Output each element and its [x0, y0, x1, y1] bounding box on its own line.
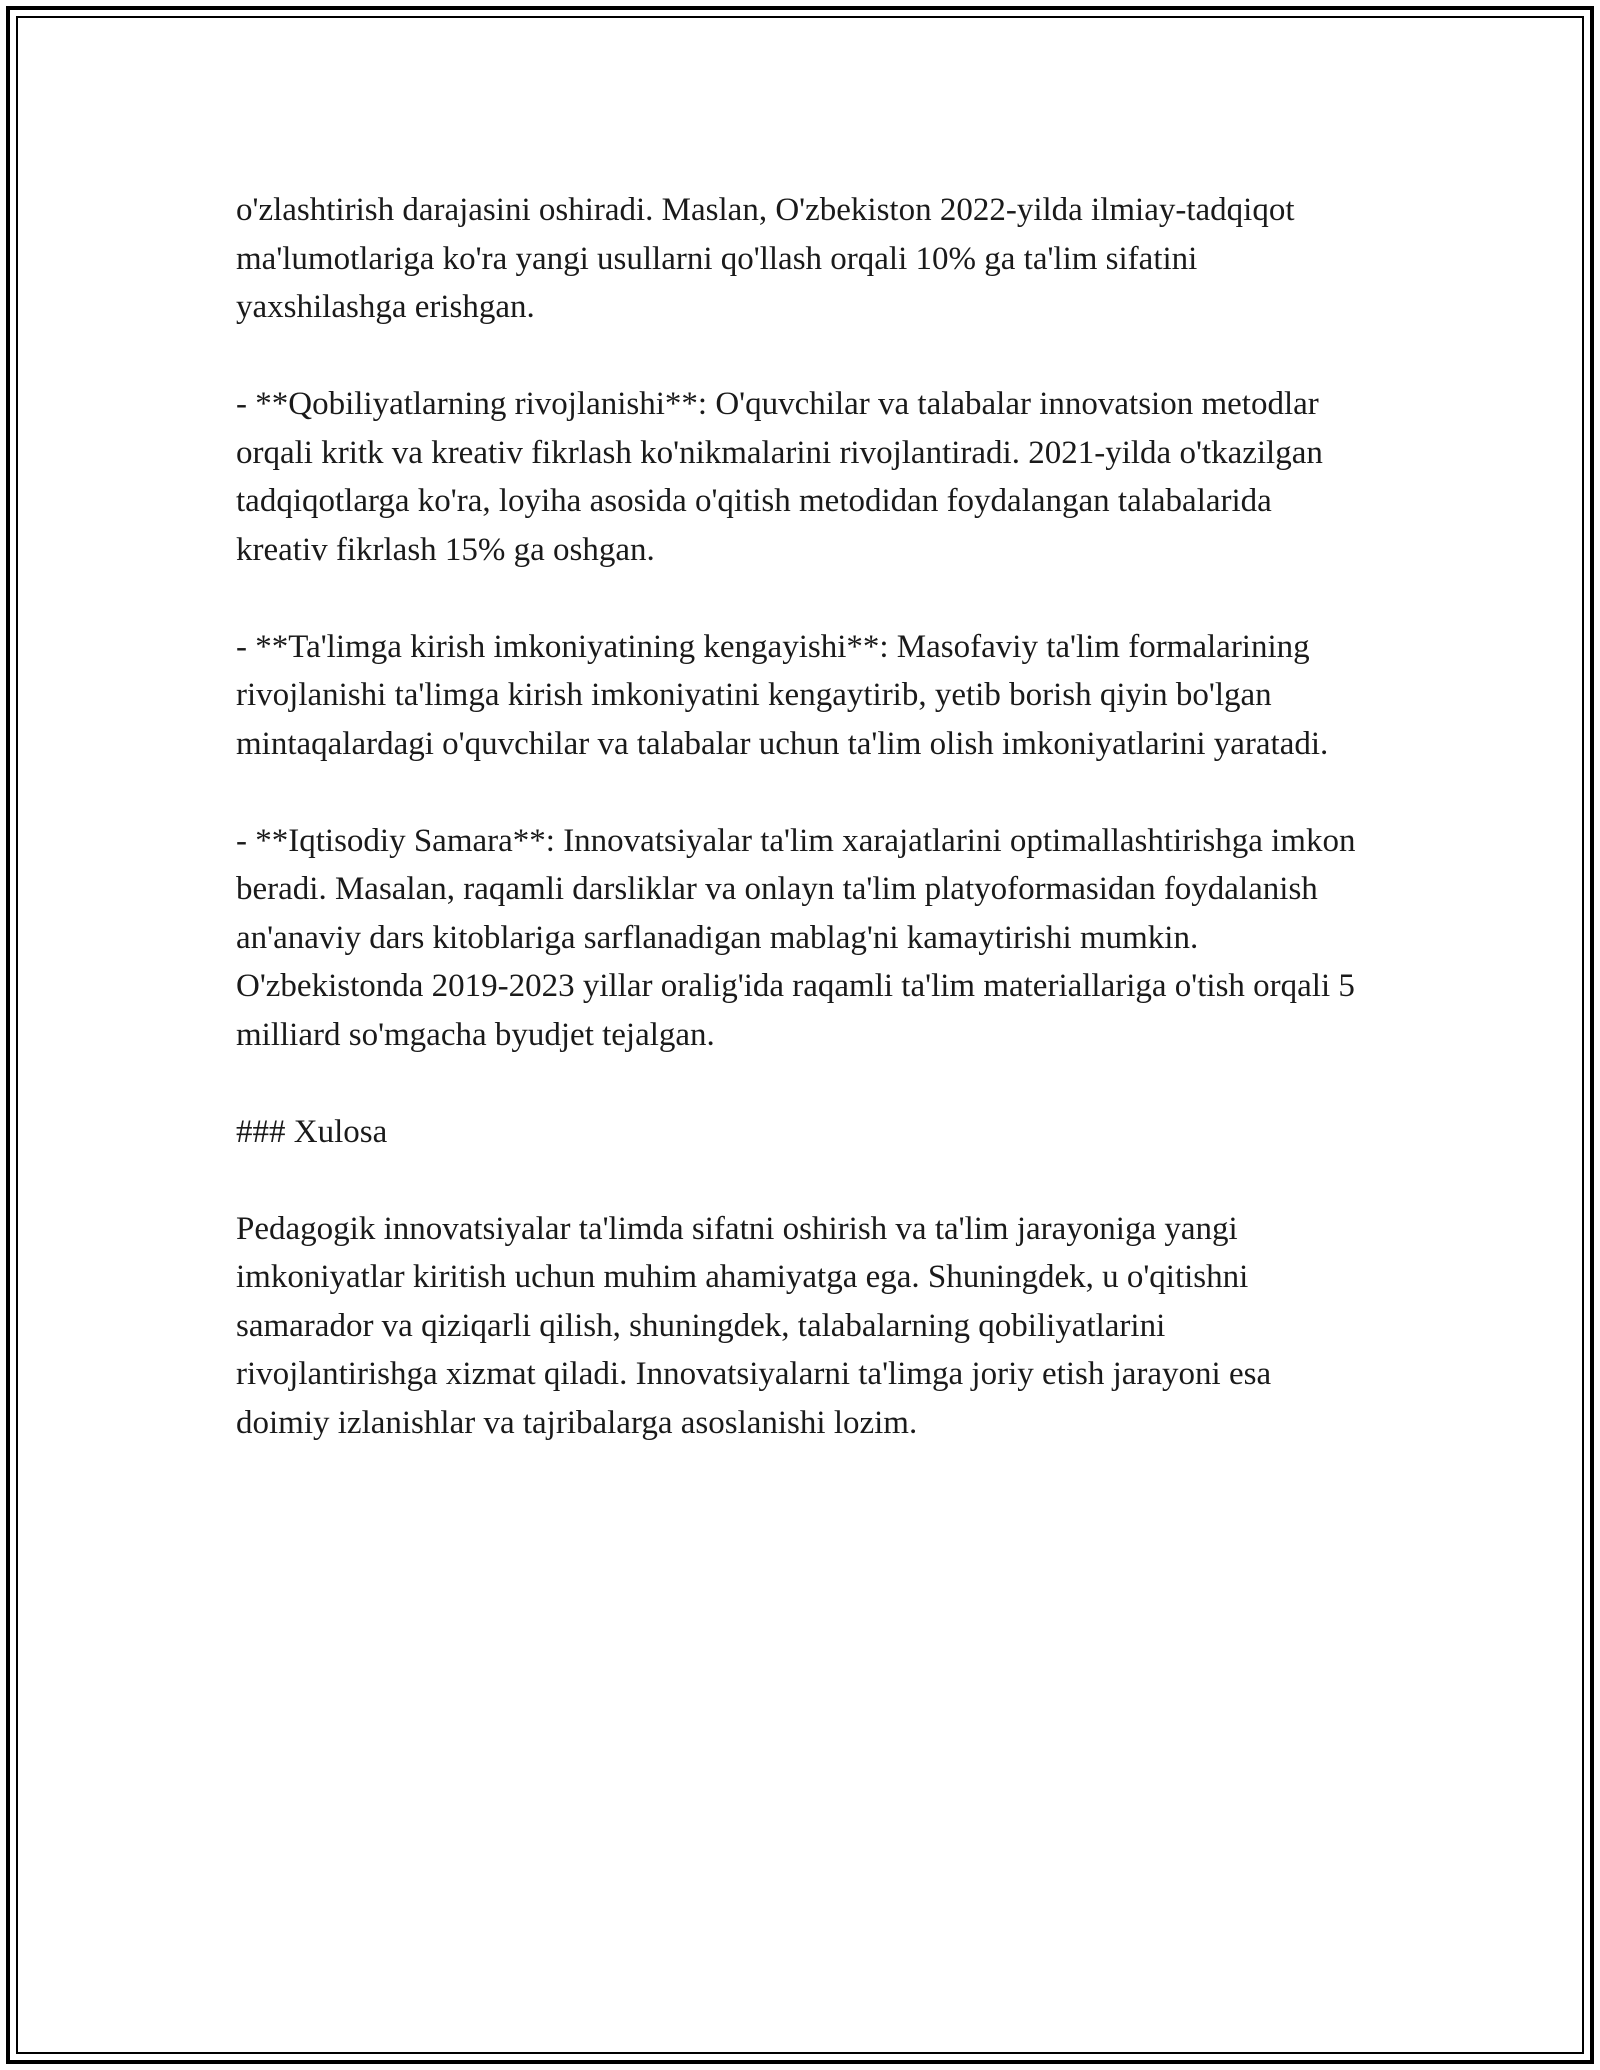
paragraph-conclusion: Pedagogik innovatsiyalar ta'limda sifatni oshirish va ta'lim jarayoniga yangi imkoniyatlar kiritish uchun muhim ahamiyatga ega. Shuningdek, u o'qitishni samarador va qiziqarli qilish, shuningdek, talabalarning qobiliyatlarini rivojlantirishga xizmat qiladi. Innovatsiyalarni ta'limga joriy etish jarayoni esa doimiy izlanishlar va tajribalarga asoslanishi lozim.	[236, 1210, 1272, 1441]
paragraph-economic: - **Iqtisodiy Samara**: Innovatsiyalar ta'lim xarajatlarini optimallashtirishga imkon beradi. Masalan, raqamli darsliklar va onlayn ta'lim platyoformasidan foydalanish an'anaviy dars kitoblariga sarflanadigan mablag'ni kamaytirishi mumkin. O'zbekistonda 2019-2023 yillar oralig'ida raqamli ta'lim materiallariga o'tish orqali 5 milliard so'mgacha byudjet tejalgan.	[236, 822, 1356, 1053]
paragraph-intro-continuation: o'zlashtirish darajasini oshiradi. Maslan, O'zbekiston 2022-yilda ilmiay-tadqiqot ma'lumotlariga ko'ra yangi usullarni qo'llash orqali 10% ga ta'lim sifatini yaxshilashga erishgan.	[236, 192, 1295, 325]
section-heading-conclusion: ### Xulosa	[236, 1113, 388, 1150]
paragraph-access: - **Ta'limga kirish imkoniyatining kengayishi**: Masofaviy ta'lim formalarining rivojlanishi ta'limga kirish imkoniyatini kengaytirib, yetib borish qiyin bo'lgan mintaqalardagi o'quvchilar va talabalar uchun ta'lim olish imkoniyatlarini yaratadi.	[236, 628, 1329, 762]
paragraph-abilities: - **Qobiliyatlarning rivojlanishi**: O'quvchilar va talabalar innovatsion metodlar orqali kritk va kreativ fikrlash ko'nikmalarini rivojlantiradi. 2021-yilda o'tkazilgan tadqiqotlarga ko'ra, loyiha asosida o'qitish metodidan foydalangan talabalarida kreativ fikrlash 15% ga oshgan.	[236, 386, 1323, 568]
document-body	[236, 186, 1366, 1496]
